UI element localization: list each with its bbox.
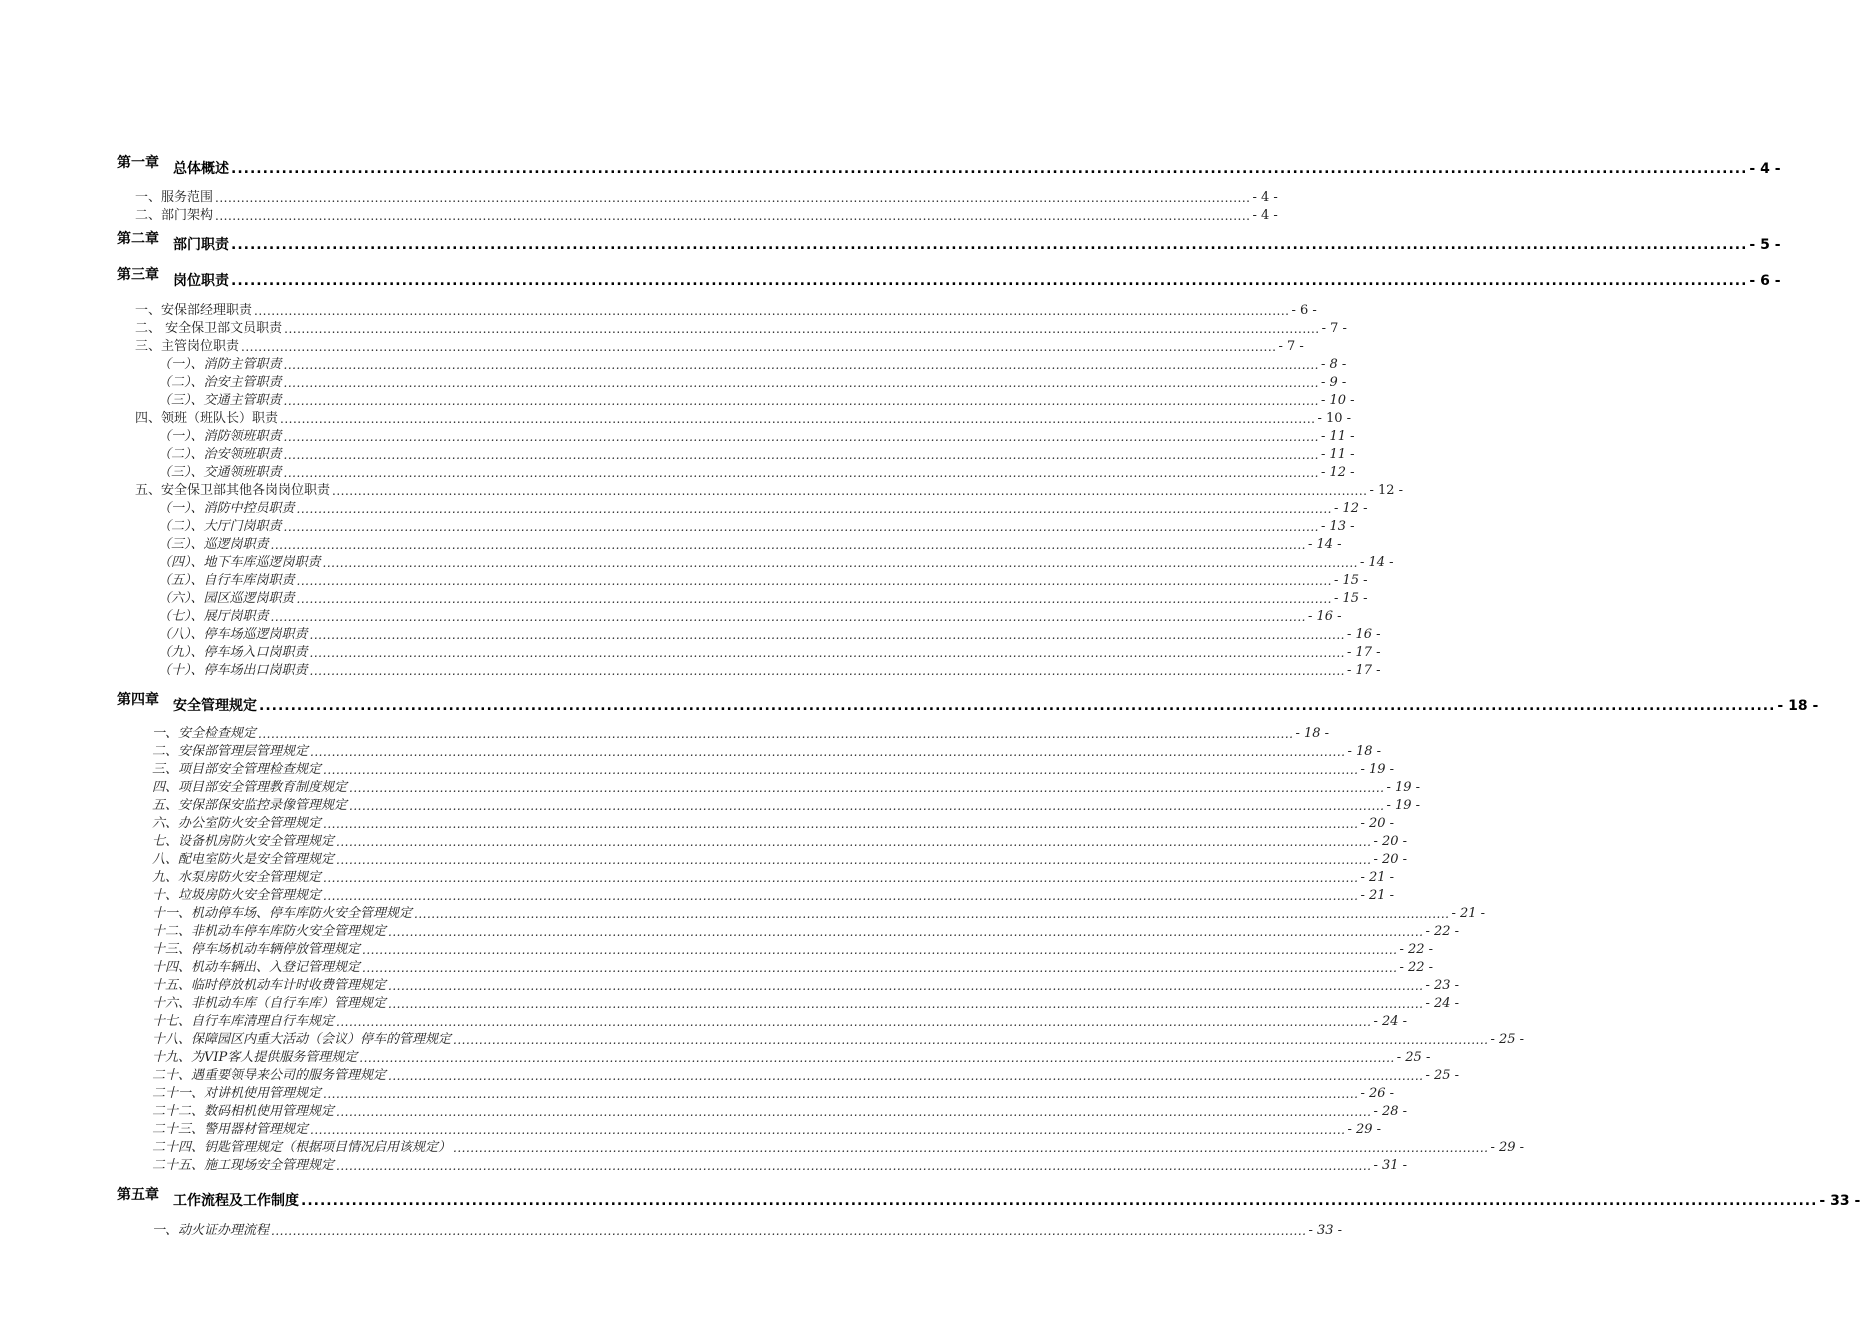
toc-section-entry[interactable]: [152, 1013, 1408, 1031]
toc-entry-title: 十七、自行车库清理自行车规定: [152, 1014, 335, 1029]
toc-section-entry[interactable]: [135, 207, 1278, 225]
toc-section-entry[interactable]: [152, 761, 1395, 779]
toc-section-entry[interactable]: [135, 320, 1347, 338]
toc-entry-label: [152, 851, 334, 869]
toc-entry-label: [152, 815, 321, 833]
toc-page-number: - 19 -: [1386, 798, 1421, 813]
toc-entry-title: 十五、临时停放机动车计时收费管理规定: [152, 978, 387, 993]
toc-page-number: - 17 -: [1346, 645, 1381, 660]
toc-entry-label: [135, 302, 252, 320]
toc-section-entry[interactable]: [152, 887, 1395, 905]
toc-entry-title: （一）、消防领班职责: [158, 429, 282, 444]
toc-section-entry[interactable]: [152, 1067, 1460, 1085]
dot-leader: ................................................................................................................................................................................................................................................: [362, 961, 1398, 975]
toc-section-entry[interactable]: [152, 1103, 1408, 1121]
toc-section-entry[interactable]: [135, 410, 1352, 428]
toc-section-entry[interactable]: [152, 923, 1460, 941]
chapter-number: 第三章: [117, 267, 159, 283]
toc-page-number: - 14 -: [1307, 537, 1342, 552]
toc-section-entry[interactable]: [152, 779, 1421, 797]
dot-leader: ................................................................................................................................................................................................................................................: [323, 889, 1359, 903]
toc-section-entry[interactable]: [158, 608, 1342, 626]
dot-leader: ................................................................................................................................................................................................................................................: [283, 358, 1319, 372]
toc-entry-title: 十九、为VIP客人提供服务管理规定: [152, 1050, 358, 1065]
toc-page-number: - 17 -: [1346, 663, 1381, 678]
toc-section-entry[interactable]: [158, 392, 1355, 410]
toc-page-number: - 19 -: [1360, 762, 1395, 777]
dot-leader: ................................................................................................................................................................................................................................................: [283, 448, 1319, 462]
toc-entry-title: （三）、交通领班职责: [158, 465, 282, 480]
toc-section-entry[interactable]: [152, 815, 1395, 833]
toc-entry-title: （四）、地下车库巡逻岗职责: [158, 555, 321, 570]
toc-entry-title: （二）、大厅门岗职责: [158, 519, 282, 534]
toc-entry-label: [152, 905, 412, 923]
toc-entry-label: [158, 608, 269, 626]
toc-entry-label: [117, 692, 257, 715]
toc-entry-label: [152, 743, 308, 761]
toc-entry-title: 五、安保部保安监控录像管理规定: [152, 798, 348, 813]
toc-entry-label: [117, 231, 229, 254]
toc-page-number: - 21 -: [1360, 888, 1395, 903]
toc-page-number: - 21 -: [1451, 906, 1486, 921]
chapter-number: 第一章: [117, 155, 159, 171]
toc-entry-title: 一、安保部经理职责: [135, 303, 253, 318]
toc-page-number: - 19 -: [1386, 780, 1421, 795]
toc-entry-title: 十一、机动停车场、停车库防火安全管理规定: [152, 906, 413, 921]
toc-entry-title: 三、主管岗位职责: [135, 339, 240, 354]
toc-entry-label: [152, 779, 347, 797]
toc-entry-title: 二十五、施工现场安全管理规定: [152, 1158, 335, 1173]
toc-page-number: - 8 -: [1320, 357, 1347, 372]
toc-entry-label: [158, 590, 295, 608]
toc-entry-label: [158, 392, 282, 410]
toc-page-number: - 11 -: [1320, 429, 1355, 444]
toc-page-number: - 12 -: [1369, 483, 1404, 498]
toc-chapter-entry[interactable]: [117, 155, 1781, 178]
toc-entry-title: 十三、停车场机动车辆停放管理规定: [152, 942, 361, 957]
toc-page-number: - 24 -: [1373, 1014, 1408, 1029]
toc-page-number: - 25 -: [1490, 1032, 1525, 1047]
toc-page-number: - 29 -: [1490, 1140, 1525, 1155]
toc-page-number: - 14 -: [1359, 555, 1394, 570]
toc-entry-label: [117, 1187, 299, 1210]
toc-entry-label: [152, 887, 321, 905]
toc-page-number: - 25 -: [1425, 1068, 1460, 1083]
dot-leader: ................................................................................................................................................................................................................................................: [259, 698, 1776, 714]
toc-entry-title: 一、安全检查规定: [152, 726, 257, 741]
toc-entry-label: [152, 1103, 334, 1121]
toc-entry-title: 八、配电室防火是安全管理规定: [152, 852, 335, 867]
dot-leader: ................................................................................................................................................................................................................................................: [349, 781, 1385, 795]
toc-section-entry[interactable]: [152, 725, 1330, 743]
dot-leader: ................................................................................................................................................................................................................................................: [309, 664, 1345, 678]
toc-entry-label: [152, 1121, 308, 1139]
dot-leader: ................................................................................................................................................................................................................................................: [332, 484, 1368, 498]
toc-entry-title: 九、水泵房防火安全管理规定: [152, 870, 322, 885]
chapter-number: 第二章: [117, 231, 159, 247]
toc-entry-title: （五）、自行车库岗职责: [158, 573, 295, 588]
toc-page-number: - 5 -: [1749, 237, 1781, 253]
toc-page-number: - 20 -: [1360, 816, 1395, 831]
dot-leader: ................................................................................................................................................................................................................................................: [296, 592, 1332, 606]
dot-leader: ................................................................................................................................................................................................................................................: [271, 1224, 1307, 1238]
toc-entry-title: 岗位职责: [173, 273, 229, 289]
toc-page-number: - 22 -: [1399, 960, 1434, 975]
toc-page-number: - 23 -: [1425, 978, 1460, 993]
toc-entry-label: [158, 464, 282, 482]
toc-page-number: - 24 -: [1425, 996, 1460, 1011]
toc-section-entry[interactable]: [152, 977, 1460, 995]
toc-page-number: - 33 -: [1308, 1223, 1343, 1238]
toc-page-number: - 18 -: [1347, 744, 1382, 759]
dot-leader: ................................................................................................................................................................................................................................................: [388, 1069, 1424, 1083]
toc-page-number: - 7 -: [1321, 321, 1347, 336]
toc-section-entry[interactable]: [158, 626, 1381, 644]
dot-leader: ................................................................................................................................................................................................................................................: [323, 763, 1359, 777]
dot-leader: ................................................................................................................................................................................................................................................: [310, 1123, 1346, 1137]
toc-entry-label: [135, 338, 239, 356]
dot-leader: ................................................................................................................................................................................................................................................: [323, 1087, 1359, 1101]
toc-entry-title: （三）、巡逻岗职责: [158, 537, 269, 552]
dot-leader: ................................................................................................................................................................................................................................................: [453, 1141, 1489, 1155]
toc-entry-label: [135, 410, 278, 428]
toc-section-entry[interactable]: [158, 500, 1368, 518]
toc-entry-title: 工作流程及工作制度: [173, 1193, 299, 1209]
toc-page-number: - 16 -: [1307, 609, 1342, 624]
dot-leader: ................................................................................................................................................................................................................................................: [301, 1193, 1818, 1209]
toc-entry-title: 十、垃圾房防火安全管理规定: [152, 888, 322, 903]
toc-section-entry[interactable]: [158, 374, 1347, 392]
dot-leader: ................................................................................................................................................................................................................................................: [270, 538, 1306, 552]
toc-entry-label: [152, 1049, 357, 1067]
toc-entry-label: [158, 536, 269, 554]
toc-section-entry[interactable]: [152, 1049, 1431, 1067]
toc-entry-title: 二十四、钥匙管理规定（根据项目情况启用该规定）: [152, 1140, 452, 1155]
toc-section-entry[interactable]: [152, 1121, 1382, 1139]
dot-leader: ................................................................................................................................................................................................................................................: [336, 1015, 1372, 1029]
toc-chapter-entry[interactable]: [117, 1187, 1860, 1210]
toc-page-number: - 22 -: [1399, 942, 1434, 957]
toc-entry-label: [152, 1222, 269, 1240]
toc-section-entry[interactable]: [152, 869, 1395, 887]
toc-page-number: - 6 -: [1291, 303, 1317, 318]
toc-section-entry[interactable]: [152, 905, 1486, 923]
toc-entry-label: [152, 1067, 386, 1085]
toc-entry-title: （十）、停车场出口岗职责: [158, 663, 308, 678]
toc-page-number: - 20 -: [1373, 834, 1408, 849]
dot-leader: ................................................................................................................................................................................................................................................: [283, 394, 1319, 408]
toc-section-entry[interactable]: [152, 941, 1434, 959]
toc-entry-label: [152, 797, 347, 815]
toc-page-number: - 22 -: [1425, 924, 1460, 939]
toc-entry-label: [158, 572, 295, 590]
toc-entry-label: [158, 374, 282, 392]
dot-leader: ................................................................................................................................................................................................................................................: [359, 1051, 1395, 1065]
toc-entry-title: 十四、机动车辆出、入登记管理规定: [152, 960, 361, 975]
toc-entry-label: [152, 1013, 334, 1031]
toc-entry-title: 一、服务范围: [135, 190, 214, 205]
dot-leader: ................................................................................................................................................................................................................................................: [280, 412, 1316, 426]
toc-entry-title: 部门职责: [173, 237, 229, 253]
dot-leader: ................................................................................................................................................................................................................................................: [309, 646, 1345, 660]
toc-page-number: - 29 -: [1347, 1122, 1382, 1137]
toc-entry-title: （七）、展厅岗职责: [158, 609, 269, 624]
toc-section-entry[interactable]: [152, 1085, 1395, 1103]
toc-entry-label: [152, 959, 360, 977]
toc-entry-label: [152, 1157, 334, 1175]
dot-leader: ................................................................................................................................................................................................................................................: [215, 191, 1251, 205]
toc-page-number: - 15 -: [1333, 591, 1368, 606]
toc-page-number: - 20 -: [1373, 852, 1408, 867]
toc-chapter-entry[interactable]: [117, 267, 1781, 290]
toc-entry-title: 二、部门架构: [135, 208, 214, 223]
toc-section-entry[interactable]: [152, 1157, 1408, 1175]
toc-section-entry[interactable]: [152, 743, 1382, 761]
toc-entry-label: [158, 554, 321, 572]
dot-leader: ................................................................................................................................................................................................................................................: [270, 610, 1306, 624]
dot-leader: ................................................................................................................................................................................................................................................: [336, 1105, 1372, 1119]
toc-entry-title: （六）、园区巡逻岗职责: [158, 591, 295, 606]
dot-leader: ................................................................................................................................................................................................................................................: [215, 209, 1251, 223]
dot-leader: ................................................................................................................................................................................................................................................: [231, 161, 1748, 177]
toc-entry-label: [158, 428, 282, 446]
toc-page-number: - 31 -: [1373, 1158, 1408, 1173]
toc-section-entry[interactable]: [135, 189, 1278, 207]
toc-page-number: - 4 -: [1252, 208, 1278, 223]
toc-page-number: - 28 -: [1373, 1104, 1408, 1119]
dot-leader: ................................................................................................................................................................................................................................................: [283, 376, 1319, 390]
dot-leader: ................................................................................................................................................................................................................................................: [336, 835, 1372, 849]
toc-section-entry[interactable]: [158, 446, 1355, 464]
toc-entry-label: [152, 1085, 321, 1103]
toc-entry-label: [152, 869, 321, 887]
toc-entry-label: [152, 1031, 451, 1049]
toc-chapter-entry[interactable]: [117, 692, 1819, 715]
toc-entry-label: [152, 761, 321, 779]
dot-leader: ................................................................................................................................................................................................................................................: [231, 237, 1748, 253]
toc-section-entry[interactable]: [158, 644, 1381, 662]
toc-entry-title: 十六、非机动车库（自行车库）管理规定: [152, 996, 387, 1011]
dot-leader: ................................................................................................................................................................................................................................................: [241, 340, 1277, 354]
toc-page-number: - 7 -: [1278, 339, 1304, 354]
toc-page-number: - 25 -: [1396, 1050, 1431, 1065]
toc-page-number: - 16 -: [1346, 627, 1381, 642]
toc-entry-label: [152, 941, 360, 959]
toc-section-entry[interactable]: [152, 1139, 1525, 1157]
toc-entry-title: （二）、治安主管职责: [158, 375, 282, 390]
dot-leader: ................................................................................................................................................................................................................................................: [336, 853, 1372, 867]
toc-chapter-entry[interactable]: [117, 231, 1781, 254]
toc-page-number: - 12 -: [1333, 501, 1368, 516]
toc-page-number: - 10 -: [1317, 411, 1352, 426]
toc-section-entry[interactable]: [158, 518, 1355, 536]
toc-entry-label: [135, 482, 330, 500]
toc-entry-title: 四、领班（班队长）职责: [135, 411, 279, 426]
toc-entry-title: 二十三、警用器材管理规定: [152, 1122, 309, 1137]
toc-section-entry[interactable]: [152, 995, 1460, 1013]
toc-section-entry[interactable]: [152, 1031, 1525, 1049]
chapter-number: 第五章: [117, 1187, 159, 1203]
dot-leader: ................................................................................................................................................................................................................................................: [388, 925, 1424, 939]
toc-section-entry[interactable]: [158, 428, 1355, 446]
toc-page-number: - 4 -: [1749, 161, 1781, 177]
toc-entry-title: 三、项目部安全管理检查规定: [152, 762, 322, 777]
toc-entry-label: [158, 518, 282, 536]
toc-page-number: - 6 -: [1749, 273, 1781, 289]
toc-entry-label: [135, 320, 282, 338]
chapter-number: 第四章: [117, 692, 159, 708]
toc-entry-title: 二、 安全保卫部文员职责: [135, 321, 283, 336]
toc-entry-label: [152, 995, 386, 1013]
toc-page-number: - 18 -: [1777, 698, 1819, 714]
toc-page-number: - 26 -: [1360, 1086, 1395, 1101]
toc-entry-label: [152, 725, 256, 743]
toc-entry-title: 四、项目部安全管理教育制度规定: [152, 780, 348, 795]
dot-leader: ................................................................................................................................................................................................................................................: [296, 574, 1332, 588]
toc-page-number: - 9 -: [1320, 375, 1347, 390]
dot-leader: ................................................................................................................................................................................................................................................: [388, 997, 1424, 1011]
toc-section-entry[interactable]: [135, 302, 1317, 320]
dot-leader: ................................................................................................................................................................................................................................................: [283, 466, 1319, 480]
toc-entry-label: [158, 356, 282, 374]
dot-leader: ................................................................................................................................................................................................................................................: [414, 907, 1450, 921]
toc-entry-title: （八）、停车场巡逻岗职责: [158, 627, 308, 642]
toc-entry-label: [158, 662, 308, 680]
toc-entry-title: 二、安保部管理层管理规定: [152, 744, 309, 759]
toc-entry-label: [135, 189, 213, 207]
toc-section-entry[interactable]: [158, 554, 1394, 572]
toc-section-entry[interactable]: [152, 851, 1408, 869]
toc-section-entry[interactable]: [158, 536, 1342, 554]
dot-leader: ................................................................................................................................................................................................................................................: [309, 628, 1345, 642]
dot-leader: ................................................................................................................................................................................................................................................: [284, 322, 1320, 336]
toc-entry-title: 十二、非机动车停车库防火安全管理规定: [152, 924, 387, 939]
toc-entry-label: [158, 500, 295, 518]
toc-entry-title: （二）、治安领班职责: [158, 447, 282, 462]
toc-section-entry[interactable]: [152, 959, 1434, 977]
toc-entry-label: [152, 923, 386, 941]
toc-section-entry[interactable]: [152, 1222, 1343, 1240]
dot-leader: ................................................................................................................................................................................................................................................: [258, 727, 1294, 741]
toc-page-number: - 21 -: [1360, 870, 1395, 885]
toc-entry-label: [152, 977, 386, 995]
toc-page-number: - 10 -: [1320, 393, 1355, 408]
toc-section-entry[interactable]: [152, 797, 1421, 815]
toc-page-number: - 18 -: [1295, 726, 1330, 741]
dot-leader: ................................................................................................................................................................................................................................................: [388, 979, 1424, 993]
toc-entry-label: [117, 267, 229, 290]
toc-section-entry[interactable]: [158, 356, 1347, 374]
dot-leader: ................................................................................................................................................................................................................................................: [323, 871, 1359, 885]
toc-entry-title: 六、办公室防火安全管理规定: [152, 816, 322, 831]
dot-leader: ................................................................................................................................................................................................................................................: [453, 1033, 1489, 1047]
toc-entry-label: [158, 446, 282, 464]
toc-entry-title: 安全管理规定: [173, 698, 257, 714]
dot-leader: ................................................................................................................................................................................................................................................: [231, 273, 1748, 289]
toc-entry-title: （一）、消防主管职责: [158, 357, 282, 372]
toc-entry-label: [158, 626, 308, 644]
dot-leader: ................................................................................................................................................................................................................................................: [362, 943, 1398, 957]
toc-page-number: - 4 -: [1252, 190, 1278, 205]
toc-entry-title: （九）、停车场入口岗职责: [158, 645, 308, 660]
toc-entry-title: 五、安全保卫部其他各岗岗位职责: [135, 483, 331, 498]
toc-entry-title: 一、动火证办理流程: [152, 1223, 270, 1238]
toc-entry-label: [135, 207, 213, 225]
dot-leader: ................................................................................................................................................................................................................................................: [283, 430, 1319, 444]
toc-section-entry[interactable]: [158, 662, 1381, 680]
toc-section-entry[interactable]: [135, 338, 1304, 356]
toc-entry-label: [152, 833, 334, 851]
toc-entry-label: [158, 644, 308, 662]
dot-leader: ................................................................................................................................................................................................................................................: [296, 502, 1332, 516]
toc-section-entry[interactable]: [158, 572, 1368, 590]
toc-entry-label: [152, 1139, 451, 1157]
toc-section-entry[interactable]: [158, 464, 1355, 482]
toc-page-number: - 13 -: [1320, 519, 1355, 534]
dot-leader: ................................................................................................................................................................................................................................................: [336, 1159, 1372, 1173]
toc-page-number: - 12 -: [1320, 465, 1355, 480]
toc-entry-title: （三）、交通主管职责: [158, 393, 282, 408]
toc-entry-title: 七、设备机房防火安全管理规定: [152, 834, 335, 849]
toc-entry-title: 二十一、对讲机使用管理规定: [152, 1086, 322, 1101]
toc-section-entry[interactable]: [158, 590, 1368, 608]
toc-entry-title: 二十二、数码相机使用管理规定: [152, 1104, 335, 1119]
dot-leader: ................................................................................................................................................................................................................................................: [323, 817, 1359, 831]
toc-section-entry[interactable]: [152, 833, 1408, 851]
dot-leader: ................................................................................................................................................................................................................................................: [310, 745, 1346, 759]
dot-leader: ................................................................................................................................................................................................................................................: [349, 799, 1385, 813]
toc-page-number: - 33 -: [1819, 1193, 1860, 1209]
toc-entry-title: （一）、消防中控员职责: [158, 501, 295, 516]
toc-entry-title: 十八、保障园区内重大活动（会议）停车的管理规定: [152, 1032, 452, 1047]
toc-entry-title: 二十、遇重要领导来公司的服务管理规定: [152, 1068, 387, 1083]
dot-leader: ................................................................................................................................................................................................................................................: [254, 304, 1290, 318]
toc-page-number: - 15 -: [1333, 573, 1368, 588]
dot-leader: ................................................................................................................................................................................................................................................: [283, 520, 1319, 534]
toc-section-entry[interactable]: [135, 482, 1404, 500]
toc-page-number: - 11 -: [1320, 447, 1355, 462]
dot-leader: ................................................................................................................................................................................................................................................: [322, 556, 1358, 570]
toc-entry-title: 总体概述: [173, 161, 229, 177]
toc-entry-label: [117, 155, 229, 178]
